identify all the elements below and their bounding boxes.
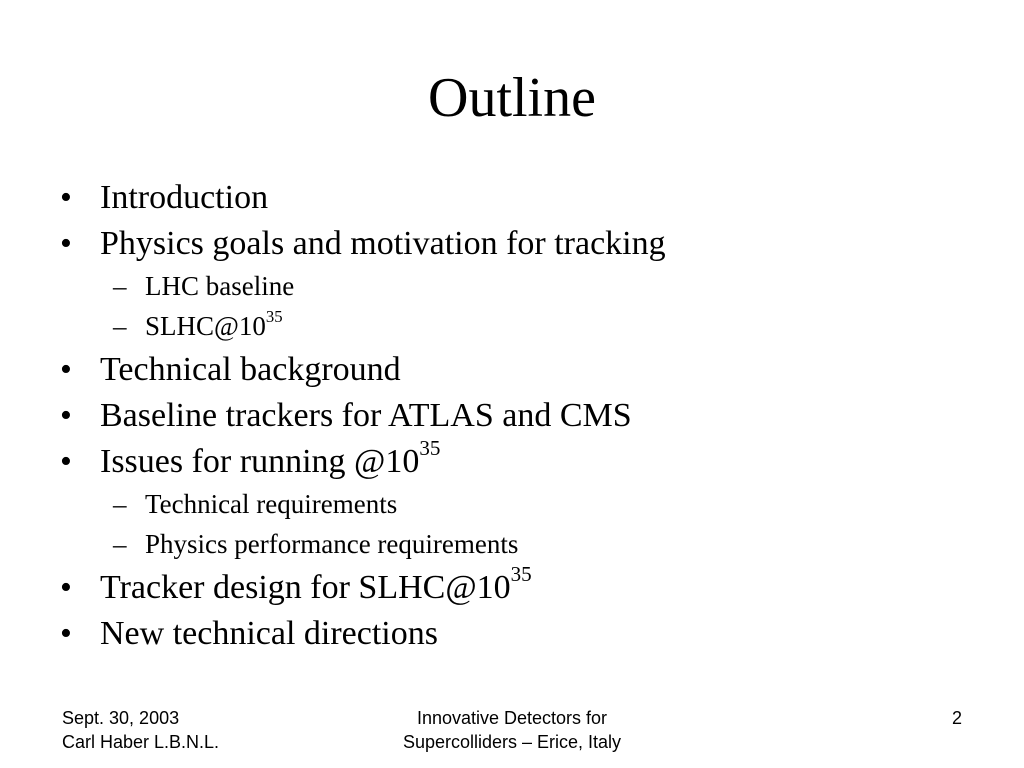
bullet-icon: •: [60, 397, 72, 434]
dash-icon: –: [113, 311, 127, 341]
footer-event: [362, 706, 662, 754]
bullet-icon: •: [60, 443, 72, 480]
outline-item-new-directions: [60, 612, 960, 658]
outline-list: [60, 176, 960, 658]
outline-subitem-physics-performance: [60, 526, 960, 566]
page-number: 2: [951, 708, 962, 728]
outline-item-text: Physics performance requirements: [145, 529, 519, 559]
footer-date-author: [62, 706, 219, 754]
footer-event-line2: Supercolliders – Erice, Italy: [402, 732, 622, 752]
bullet-icon: •: [60, 179, 72, 216]
outline-item-technical-background: [60, 348, 960, 394]
exponent: 35: [419, 436, 441, 461]
exponent: 35: [510, 562, 532, 587]
outline-item-text: Introduction: [100, 179, 269, 216]
outline-item-text: New technical directions: [100, 615, 438, 652]
bullet-icon: •: [60, 351, 72, 388]
outline-item-text: Tracker design for SLHC@10: [100, 569, 511, 606]
outline-item-text: Issues for running @10: [100, 443, 420, 480]
footer-event-line1: Innovative Detectors for: [416, 708, 608, 728]
bullet-icon: •: [60, 615, 72, 652]
outline-item-issues-running: [60, 436, 960, 486]
bullet-icon: •: [60, 569, 72, 606]
dash-icon: –: [113, 529, 127, 559]
outline-item-text: SLHC@10: [145, 311, 266, 341]
dash-icon: –: [113, 489, 127, 519]
outline-item-text: Technical background: [100, 351, 401, 388]
footer-date: Sept. 30, 2003: [62, 708, 180, 728]
outline-item-introduction: [60, 176, 960, 222]
outline-item-physics-goals: [60, 222, 960, 268]
outline-subitem-technical-requirements: [60, 486, 960, 526]
bullet-icon: •: [60, 225, 72, 262]
footer-author: Carl Haber L.B.N.L.: [62, 732, 220, 752]
outline-item-text: Baseline trackers for ATLAS and CMS: [100, 397, 632, 434]
slide-title: Outline: [428, 67, 596, 129]
outline-item-text: Technical requirements: [145, 489, 398, 519]
outline-item-text: LHC baseline: [145, 271, 295, 301]
dash-icon: –: [113, 271, 127, 301]
outline-item-baseline-trackers: [60, 394, 960, 440]
outline-subitem-lhc-baseline: [60, 268, 960, 308]
outline-item-tracker-design: [60, 562, 960, 612]
exponent: 35: [265, 306, 283, 326]
outline-item-text: Physics goals and motivation for tracking: [100, 225, 666, 262]
outline-subitem-slhc: [60, 308, 960, 348]
